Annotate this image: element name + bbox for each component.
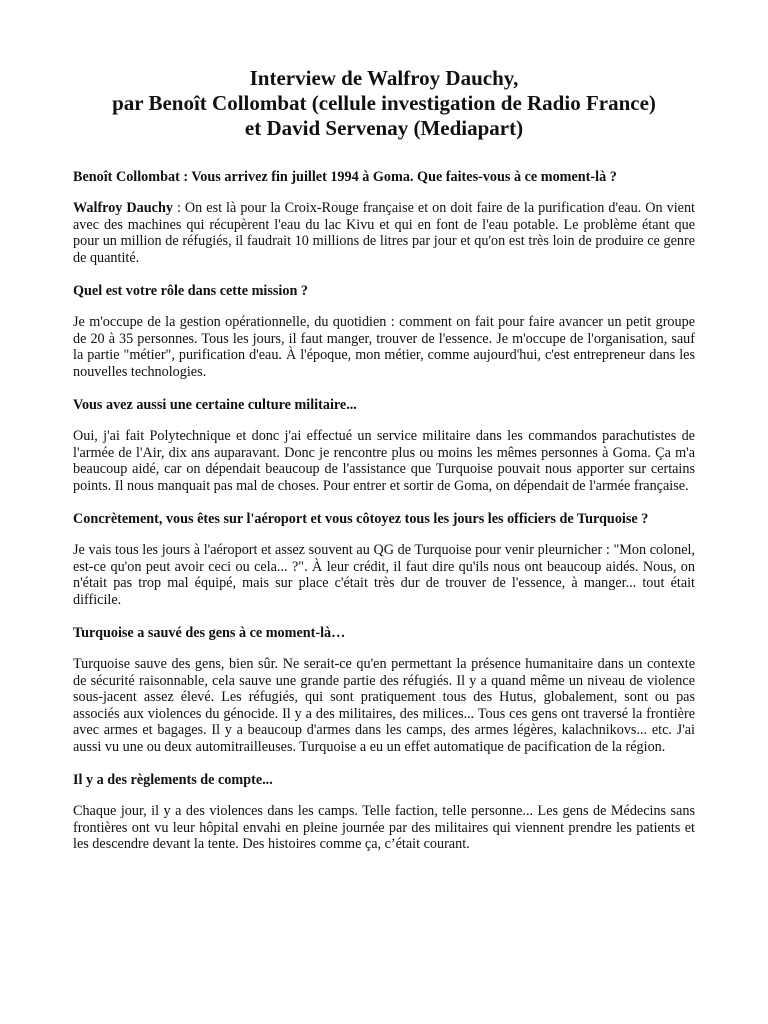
answer-1-text: : On est là pour la Croix-Rouge française et on doit faire de la purification d'eau. On vient avec des machines qui récupèrent l'eau du lac Kivu et qui en font de l'eau potable. Le problème étant que pour un million de réfugiés, il faudrait 10 millions de litres par jour et qu'on est très loin de produire ce genre de quantité. xyxy=(73,200,695,266)
answer-4: Je vais tous les jours à l'aéroport et assez souvent au QG de Turquoise pour venir pleurnicher : "Mon colonel, est-ce qu'on peut avoir ceci ou cela... ?". À leur crédit, il faut dire qu'ils nous ont beaucoup aidés. Nous, on n'était pas trop mal équipé, mais sur place c'était très dur de trouver de l'essence, à manger... tout était difficile. xyxy=(73,542,695,608)
document-title xyxy=(73,66,695,141)
title-line-3: et David Servenay (Mediapart) xyxy=(244,116,524,140)
title-line-2: par Benoît Collombat (cellule investigation de Radio France) xyxy=(112,91,656,115)
answer-6: Chaque jour, il y a des violences dans les camps. Telle faction, telle personne... Les gens de Médecins sans frontières ont vu leur hôpital envahi en pleine journée par des militaires qui viennent prendre les patients et les descendre devant la tente. Des histoires comme ça, c’était courant. xyxy=(73,803,695,852)
answer-3: Oui, j'ai fait Polytechnique et donc j'ai effectué un service militaire dans les commandos parachutistes de l'armée de l'Air, dix ans auparavant. Donc je rencontre plus ou moins les mêmes personnes à Goma. Ça m'a beaucoup aidé, car on dépendait beaucoup de l'assistance que Turquoise pouvait nous apporter sur certains points. Il nous manquait pas mal de choses. Pour entrer et sortir de Goma, on dépendait de l'armée française. xyxy=(73,428,695,494)
answer-5: Turquoise sauve des gens, bien sûr. Ne serait-ce qu'en permettant la présence humanitaire dans un contexte de sécurité raisonnable, cela sauve une grande partie des réfugiés. Il y a quand même un niveau de violence sous-jacent assez élevé. Les réfugiés, qui sont pratiquement tous des Hutus, globalement, sont ou pas associés aux violences du génocide. Il y a des militaires, des milices... Tous ces gens ont traversé la frontière avec armes et bagages. Il y a beaucoup d'armes dans les camps, des armes légères, kalachnikovs... etc. J'ai aussi vu une ou deux automitrailleuses. Turquoise a eu un effet automatique de pacification de la région. xyxy=(73,656,695,755)
question-6: Il y a des règlements de compte... xyxy=(73,772,273,788)
question-1: Benoît Collombat : Vous arrivez fin juillet 1994 à Goma. Que faites-vous à ce moment-là ? xyxy=(73,169,617,185)
question-4: Concrètement, vous êtes sur l'aéroport et vous côtoyez tous les jours les officiers de Turquoise ? xyxy=(73,511,649,527)
answer-2: Je m'occupe de la gestion opérationnelle, du quotidien : comment on fait pour faire avancer un petit groupe de 20 à 35 personnes. Tous les jours, il faut manger, trouver de l'essence. Je m'occupe de l'organisation, sauf la partie "métier", purification d'eau. À l'époque, mon métier, comme aujourd'hui, c'est entrepreneur dans les nouvelles technologies. xyxy=(73,314,695,380)
question-5: Turquoise a sauvé des gens à ce moment-là… xyxy=(73,625,346,641)
speaker-name: Walfroy Dauchy xyxy=(73,200,173,216)
answer-1 xyxy=(73,200,695,266)
question-3: Vous avez aussi une certaine culture militaire... xyxy=(73,397,357,413)
question-2: Quel est votre rôle dans cette mission ? xyxy=(73,283,308,299)
title-line-1: Interview de Walfroy Dauchy, xyxy=(249,66,519,90)
